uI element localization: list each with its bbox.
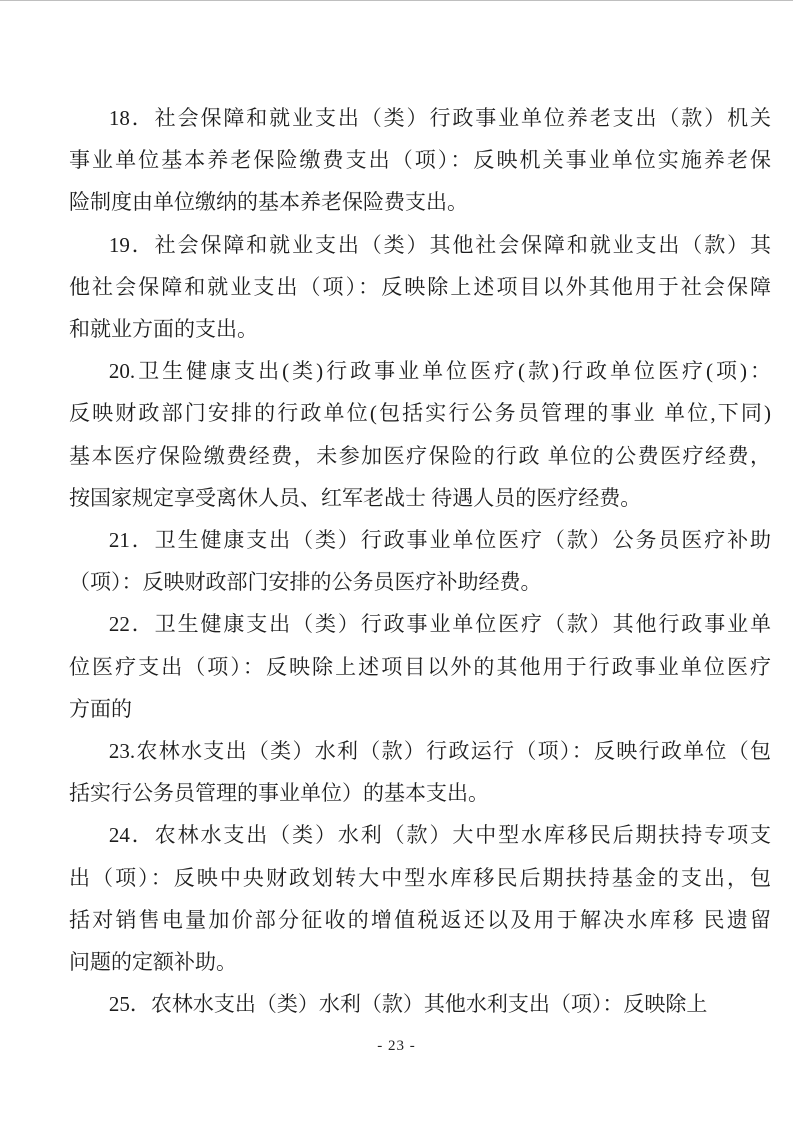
paragraph-item-18 — [69, 97, 771, 224]
paragraph-22-line-1: 22．卫生健康支出（类）行政事业单位医疗（款）其他行政事业单 — [108, 612, 771, 637]
paragraph-20-line-2: 反映财政部门安排的行政单位(包括实行公务员管理的事业 单位,下同) — [69, 401, 771, 426]
page-top-edge — [0, 0, 793, 1]
paragraph-23-line-1: 23.农林水支出（类）水利（款）行政运行（项）：反映行政单位（包 — [108, 739, 771, 764]
page-number: - 23 - — [377, 1038, 416, 1054]
paragraph-18-line-2: 事业单位基本养老保险缴费支出（项）：反映机关事业单位实施养老保 — [69, 148, 771, 173]
paragraph-18-line-3: 险制度由单位缴纳的基本养老保险费支出。 — [69, 190, 468, 215]
paragraph-19-line-1: 19．社会保障和就业支出（类）其他社会保障和就业支出（款）其 — [108, 232, 771, 257]
paragraph-19-line-2: 他社会保障和就业支出（项）：反映除上述项目以外其他用于社会保障 — [69, 274, 771, 299]
paragraph-24-line-1: 24．农林水支出（类）水利（款）大中型水库移民后期扶持专项支 — [108, 823, 771, 848]
paragraph-22-line-2: 位医疗支出（项）：反映除上述项目以外的其他用于行政事业单位医疗 — [69, 654, 771, 679]
paragraph-22-line-3: 方面的 — [69, 696, 132, 721]
paragraph-item-24 — [69, 814, 771, 983]
paragraph-item-22 — [69, 603, 771, 730]
paragraph-item-19 — [69, 224, 771, 351]
paragraph-19-line-3: 和就业方面的支出。 — [69, 317, 258, 342]
paragraph-25-line-1: 25．农林水支出（类）水利（款）其他水利支出（项）：反映除上 — [108, 992, 708, 1017]
paragraph-23-line-2: 括实行公务员管理的事业单位）的基本支出。 — [69, 781, 489, 806]
paragraph-20-line-3: 基本医疗保险缴费经费，未参加医疗保险的行政 单位的公费医疗经费， — [69, 443, 771, 468]
paragraph-24-line-3: 括对销售电量加价部分征收的增值税返还以及用于解决水库移 民遗留 — [69, 907, 771, 932]
paragraph-24-line-2: 出（项）：反映中央财政划转大中型水库移民后期扶持基金的支出，包 — [69, 865, 771, 890]
page-footer — [0, 1037, 793, 1055]
paragraph-24-line-4: 问题的定额补助。 — [69, 950, 237, 975]
paragraph-item-20 — [69, 350, 771, 519]
paragraph-20-line-1: 20.卫生健康支出(类)行政事业单位医疗(款)行政单位医疗(项)： — [108, 359, 771, 384]
paragraph-21-line-1: 21．卫生健康支出（类）行政事业单位医疗（款）公务员医疗补助 — [108, 528, 771, 553]
paragraph-item-25 — [69, 983, 771, 1025]
paragraph-20-line-4: 按国家规定享受离休人员、红军老战士 待遇人员的医疗经费。 — [69, 485, 642, 510]
paragraph-item-21 — [69, 519, 771, 603]
document-body — [69, 97, 771, 1025]
paragraph-18-line-1: 18．社会保障和就业支出（类）行政事业单位养老支出（款）机关 — [108, 106, 771, 130]
paragraph-21-line-2: （项）：反映财政部门安排的公务员医疗补助经费。 — [69, 570, 542, 595]
paragraph-item-23 — [69, 730, 771, 814]
